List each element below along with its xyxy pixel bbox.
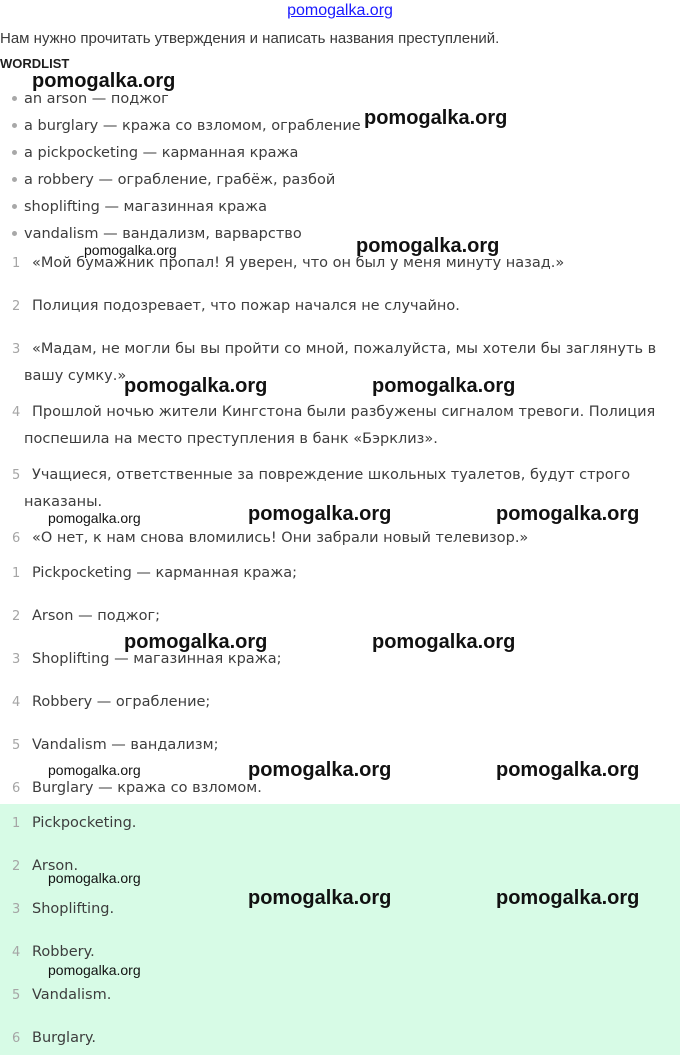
answer-item: 6 Burglary. (12, 1030, 97, 1046)
watermark: pomogalka.org (248, 887, 392, 909)
watermark: pomogalka.org (124, 375, 268, 397)
wordlist-item: a robbery — ограбление, грабёж, разбой (12, 172, 335, 188)
watermark: pomogalka.org (372, 375, 516, 397)
watermark: pomogalka.org (84, 242, 177, 258)
answers-section (0, 804, 680, 1055)
watermark: pomogalka.org (32, 70, 176, 92)
watermark: pomogalka.org (48, 762, 141, 778)
bullet-icon (12, 123, 17, 128)
wordlist-item: a burglary — кража со взломом, ограбление (12, 118, 361, 134)
wordlist-item: shoplifting — магазинная кража (12, 199, 267, 215)
answer-item: 4 Robbery. (12, 944, 95, 960)
answer-item: 3 Shoplifting. (12, 901, 115, 917)
statement-item: 2 Полиция подозревает, что пожар начался не случайно. (12, 298, 460, 314)
watermark: pomogalka.org (364, 107, 508, 129)
watermark: pomogalka.org (248, 759, 392, 781)
answer-item: 1 Pickpocketing. (12, 815, 137, 831)
bullet-icon (12, 150, 17, 155)
watermark: pomogalka.org (124, 631, 268, 653)
translation-item: 3 Shoplifting — магазинная кража; (12, 651, 282, 667)
translation-item: 6 Burglary — кража со взломом. (12, 780, 262, 796)
statement-item: 6 «О нет, к нам снова вломились! Они забрали новый телевизор.» (12, 530, 529, 546)
bullet-icon (12, 231, 17, 236)
bullet-icon (12, 177, 17, 182)
watermark: pomogalka.org (248, 503, 392, 525)
translation-item: 2 Arson — поджог; (12, 608, 161, 624)
answer-item: 5 Vandalism. (12, 987, 112, 1003)
watermark: pomogalka.org (496, 503, 640, 525)
intro-text: Нам нужно прочитать утверждения и написать названия преступлений. (0, 30, 500, 47)
site-link[interactable]: pomogalka.org (287, 2, 393, 19)
watermark: pomogalka.org (48, 510, 141, 526)
bullet-icon (12, 96, 17, 101)
statement-item: 5 Учащиеся, ответственные за повреждение школьных туалетов, будут строго наказаны. (12, 467, 631, 510)
watermark: pomogalka.org (48, 870, 141, 886)
translation-item: 5 Vandalism — вандализм; (12, 737, 219, 753)
statement-item: 1 «Мой бумажник пропал! Я уверен, что он был у меня минуту назад.» (12, 255, 565, 271)
translation-item: 4 Robbery — ограбление; (12, 694, 211, 710)
wordlist-item: a pickpocketing — карманная кража (12, 145, 298, 161)
watermark: pomogalka.org (496, 759, 640, 781)
wordlist-item: an arson — поджог (12, 91, 169, 107)
answer-item: 2 Arson. (12, 858, 79, 874)
statement-item: 4 Прошлой ночью жители Кингстона были разбужены сигналом тревоги. Полиция поспешила на место преступления в банк «Бэрклиз». (12, 404, 656, 447)
bullet-icon (12, 204, 17, 209)
statement-item: 3 «Мадам, не могли бы вы пройти со мной, пожалуйста, мы хотели бы заглянуть в вашу сумку.» (12, 341, 657, 384)
watermark: pomogalka.org (48, 962, 141, 978)
wordlist-item: vandalism — вандализм, варварство (12, 226, 302, 242)
watermark: pomogalka.org (372, 631, 516, 653)
watermark: pomogalka.org (496, 887, 640, 909)
translation-item: 1 Pickpocketing — карманная кража; (12, 565, 298, 581)
watermark: pomogalka.org (356, 235, 500, 257)
wordlist-title: WORDLIST (0, 56, 70, 71)
